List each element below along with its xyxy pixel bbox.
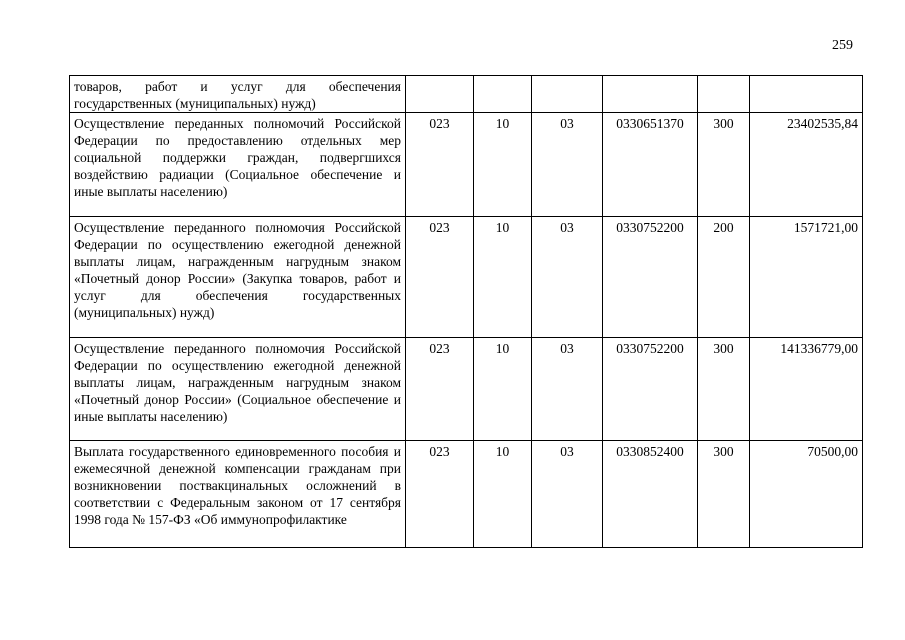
subsection-code-cell: 03 — [532, 113, 603, 217]
section-code-cell: 10 — [474, 441, 532, 548]
subsection-code-cell: 03 — [532, 338, 603, 441]
target-article-cell: 0330651370 — [603, 113, 698, 217]
amount-cell: 70500,00 — [750, 441, 863, 548]
page-number: 259 — [832, 38, 853, 53]
table-row — [70, 338, 863, 441]
table-row — [70, 113, 863, 217]
section-code-cell: 10 — [474, 113, 532, 217]
ved-code-cell: 023 — [406, 113, 474, 217]
budget-table — [69, 75, 863, 548]
section-code-cell: 10 — [474, 338, 532, 441]
row-description: Осуществление переданных полномочий Российской Федерации по предоставлению отдельных мер социальной поддержки граждан, подвергшихся воздействию радиации (Социальное обеспечение и иные выплаты населению) — [70, 113, 406, 217]
expense-type-cell — [698, 76, 750, 113]
subsection-code-cell — [532, 76, 603, 113]
table-row — [70, 76, 863, 113]
row-description: Осуществление переданного полномочия Российской Федерации по осуществлению ежегодной денежной выплаты лицам, награжденным нагрудным знаком «Почетный донор России» (Социальное обеспечение и иные выплаты населению) — [70, 338, 406, 441]
ved-code-cell — [406, 76, 474, 113]
row-description: Осуществление переданного полномочия Российской Федерации по осуществлению ежегодной денежной выплаты лицам, награжденным нагрудным знаком «Почетный донор России» (Закупка товаров, работ и услуг для обеспечения государственных (муниципальных) нужд) — [70, 217, 406, 338]
section-code-cell: 10 — [474, 217, 532, 338]
table-row — [70, 441, 863, 548]
amount-cell: 1571721,00 — [750, 217, 863, 338]
expense-type-cell: 300 — [698, 441, 750, 548]
table-row — [70, 217, 863, 338]
amount-cell: 23402535,84 — [750, 113, 863, 217]
expense-type-cell: 200 — [698, 217, 750, 338]
subsection-code-cell: 03 — [532, 217, 603, 338]
amount-cell — [750, 76, 863, 113]
ved-code-cell: 023 — [406, 338, 474, 441]
expense-type-cell: 300 — [698, 113, 750, 217]
target-article-cell: 0330752200 — [603, 217, 698, 338]
row-description: товаров, работ и услуг для обеспечения государственных (муниципальных) нужд) — [70, 76, 406, 113]
ved-code-cell: 023 — [406, 441, 474, 548]
target-article-cell: 0330852400 — [603, 441, 698, 548]
target-article-cell — [603, 76, 698, 113]
target-article-cell: 0330752200 — [603, 338, 698, 441]
row-description: Выплата государственного единовременного пособия и ежемесячной денежной компенсации гражданам при возникновении поствакцинальных осложнений в соответствии с Федеральным законом от 17 сентября 1998 года № 157-ФЗ «Об иммунопрофилактике — [70, 441, 406, 548]
ved-code-cell: 023 — [406, 217, 474, 338]
amount-cell: 141336779,00 — [750, 338, 863, 441]
expense-type-cell: 300 — [698, 338, 750, 441]
subsection-code-cell: 03 — [532, 441, 603, 548]
section-code-cell — [474, 76, 532, 113]
